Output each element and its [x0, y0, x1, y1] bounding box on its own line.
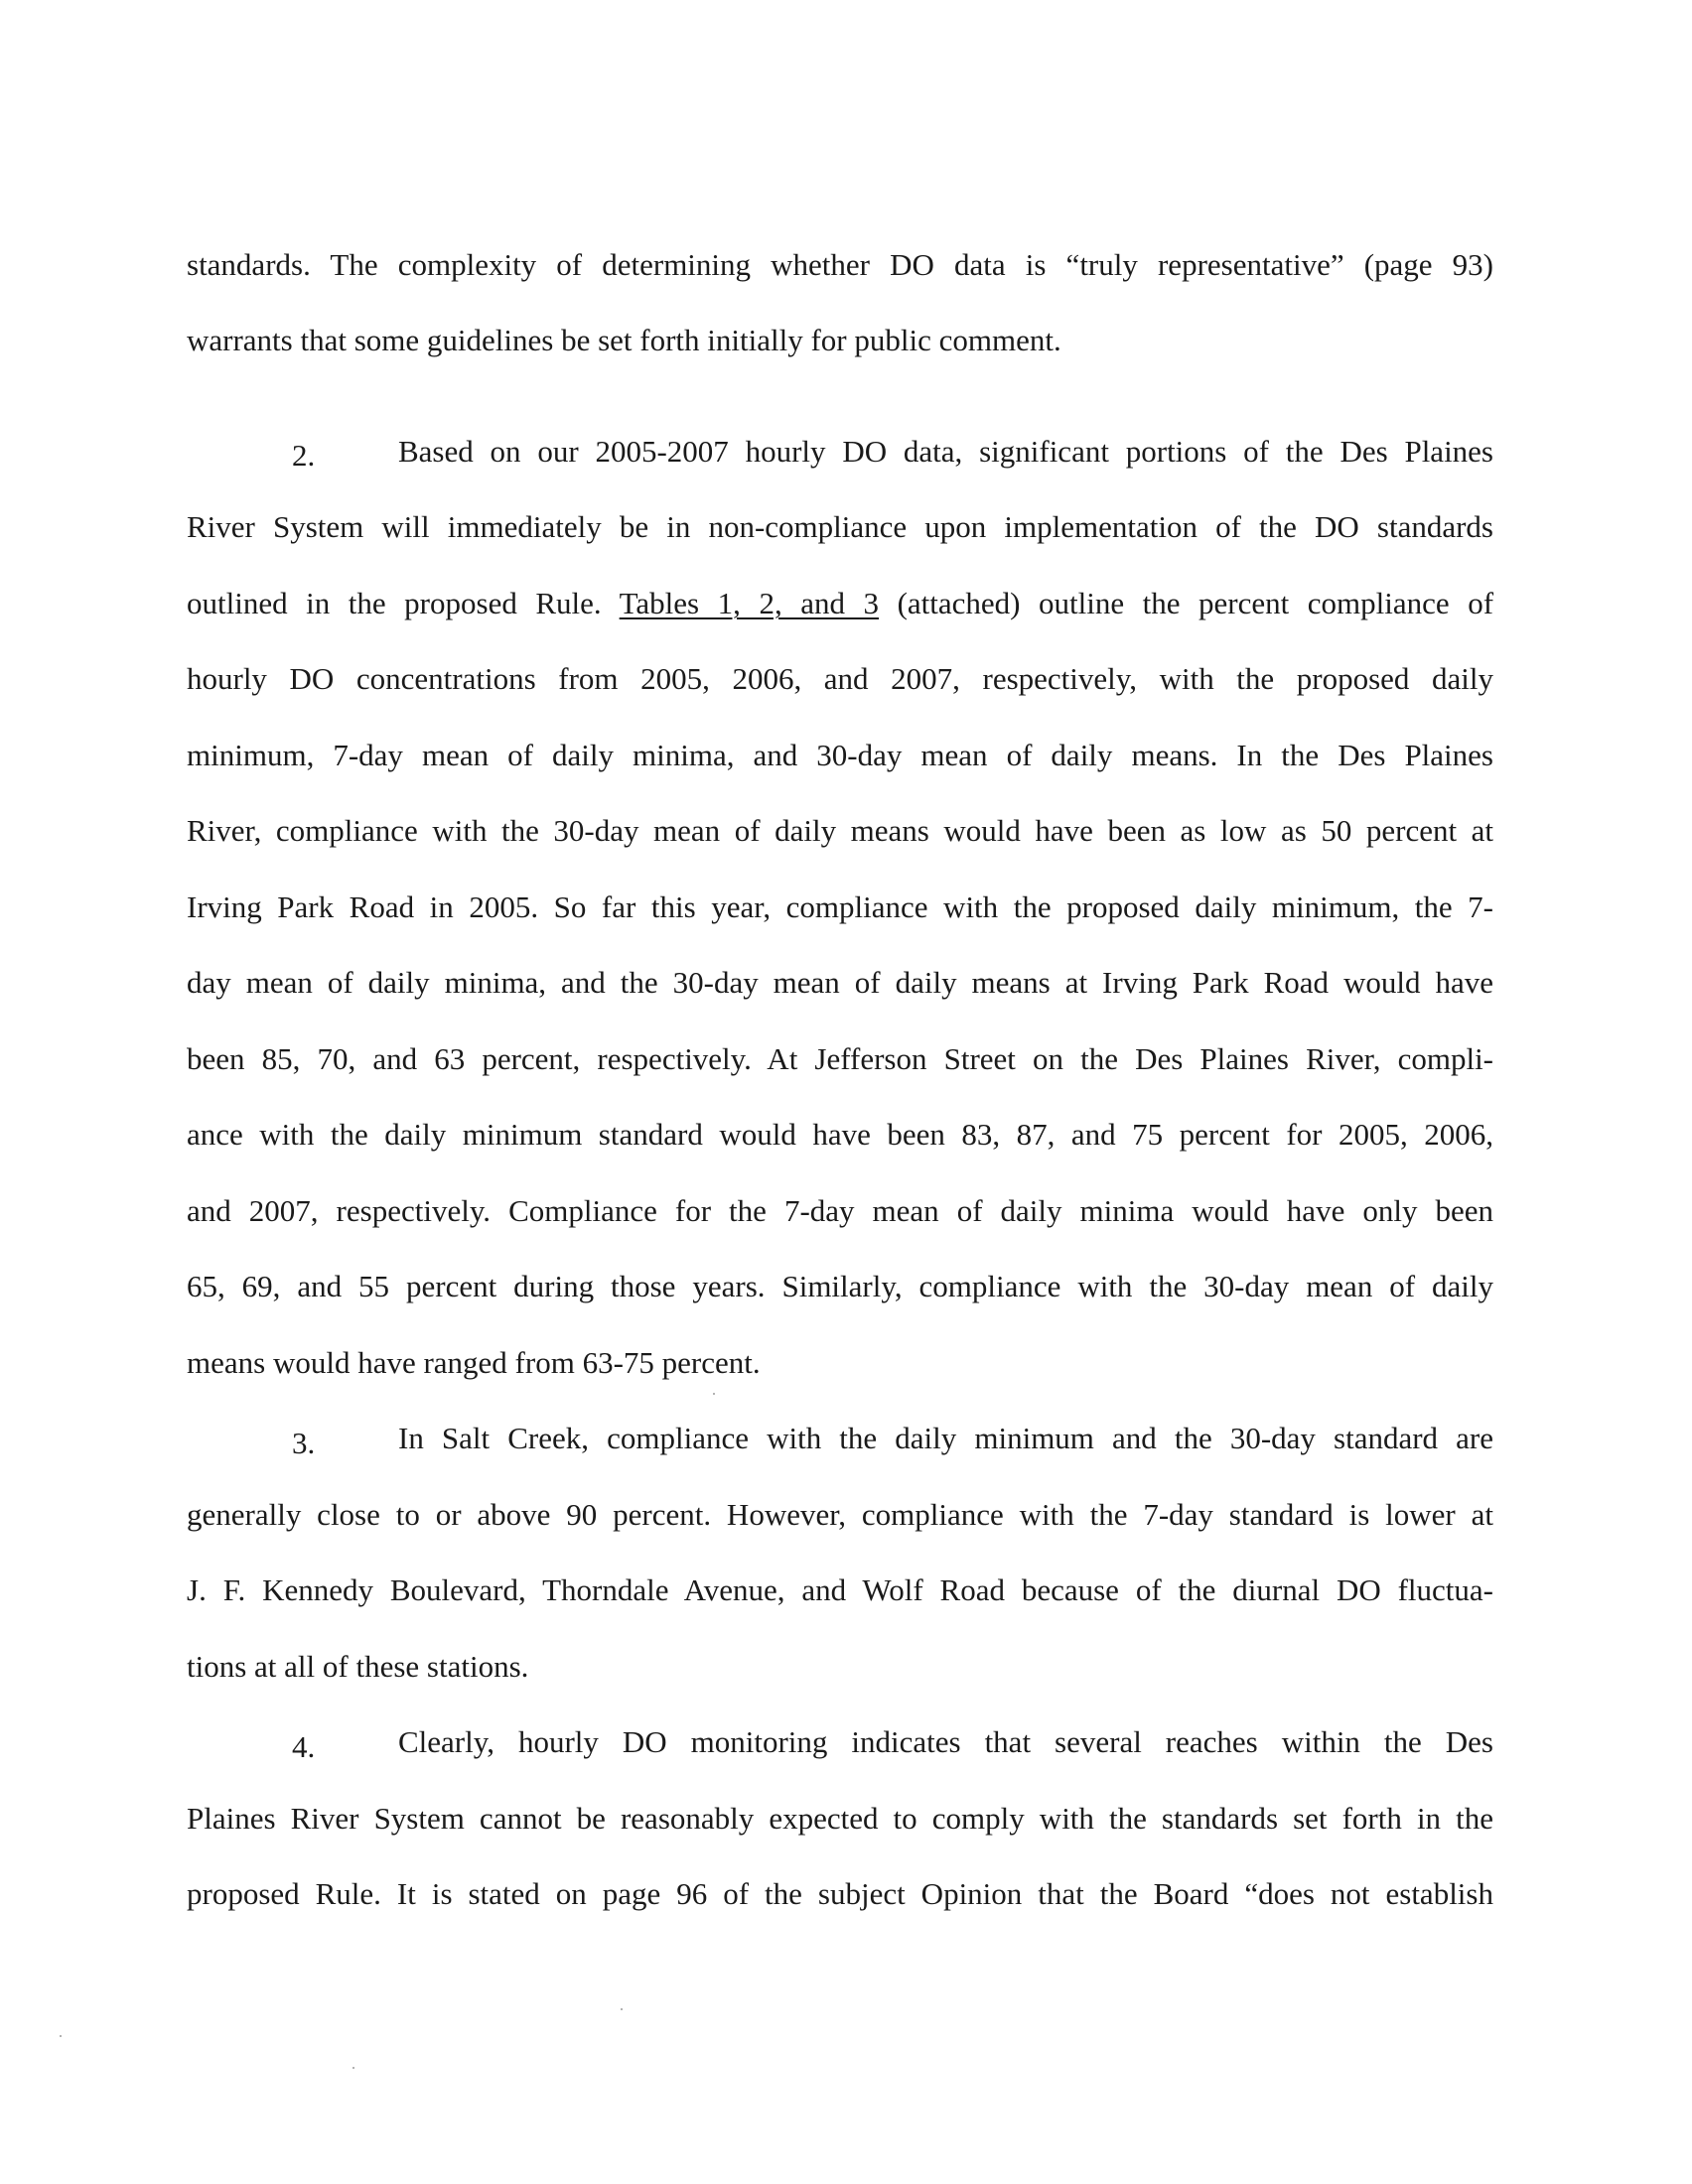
paragraph-number: 2. [292, 438, 316, 473]
text-line: J. F. Kennedy Boulevard, Thorndale Avenue, and Wolf Road because of the diurnal DO fluctua- [187, 1572, 1493, 1607]
text-line: day mean of daily minima, and the 30-day mean of daily means at Irving Park Road would have [187, 965, 1493, 1000]
scan-speck [621, 2008, 623, 2010]
text-line: warrants that some guidelines be set forth initially for public comment. [187, 323, 1061, 357]
text-line: River System will immediately be in non-compliance upon implementation of the DO standards [187, 509, 1493, 544]
text-line: Based on our 2005-2007 hourly DO data, significant portions of the Des Plaines [398, 434, 1493, 469]
text-line: Clearly, hourly DO monitoring indicates that several reaches within the Des [398, 1724, 1493, 1759]
text-segment: outlined in the proposed Rule. [187, 586, 602, 620]
text-line: generally close to or above 90 percent. However, compliance with the 7-day standard is lower at [187, 1497, 1493, 1532]
text-line: Irving Park Road in 2005. So far this year, compliance with the proposed daily minimum, the 7- [187, 889, 1493, 924]
paragraph-number: 4. [292, 1729, 316, 1764]
text-line: hourly DO concentrations from 2005, 2006, and 2007, respectively, with the proposed daily [187, 661, 1493, 696]
scan-speck [352, 2067, 354, 2069]
paragraph-number: 3. [292, 1426, 316, 1460]
text-line: means would have ranged from 63-75 percent. [187, 1345, 761, 1380]
text-line: been 85, 70, and 63 percent, respectively. At Jefferson Street on the Des Plaines River, compli- [187, 1041, 1493, 1076]
text-line: tions at all of these stations. [187, 1649, 529, 1684]
scan-speck [713, 1393, 715, 1395]
text-line: Plaines River System cannot be reasonably expected to comply with the standards set forth in the [187, 1801, 1493, 1836]
text-line: In Salt Creek, compliance with the daily minimum and the 30-day standard are [398, 1421, 1493, 1455]
tables-reference: Tables 1, 2, and 3 [619, 586, 880, 620]
text-line: standards. The complexity of determining whether DO data is “truly representative” (page 93) [187, 247, 1493, 282]
text-line: ance with the daily minimum standard would have been 83, 87, and 75 percent for 2005, 2006, [187, 1117, 1493, 1152]
text-line [187, 584, 1493, 623]
text-line: and 2007, respectively. Compliance for the 7-day mean of daily minima would have only been [187, 1193, 1493, 1228]
text-line: 65, 69, and 55 percent during those years. Similarly, compliance with the 30-day mean of daily [187, 1269, 1493, 1303]
text-line: minimum, 7-day mean of daily minima, and 30-day mean of daily means. In the Des Plaines [187, 738, 1493, 772]
text-line: River, compliance with the 30-day mean of daily means would have been as low as 50 percent at [187, 813, 1493, 848]
scan-speck [60, 2035, 62, 2037]
text-segment: (attached) outline the percent compliance of [897, 586, 1494, 620]
text-line: proposed Rule. It is stated on page 96 of the subject Opinion that the Board “does not establish [187, 1876, 1493, 1911]
